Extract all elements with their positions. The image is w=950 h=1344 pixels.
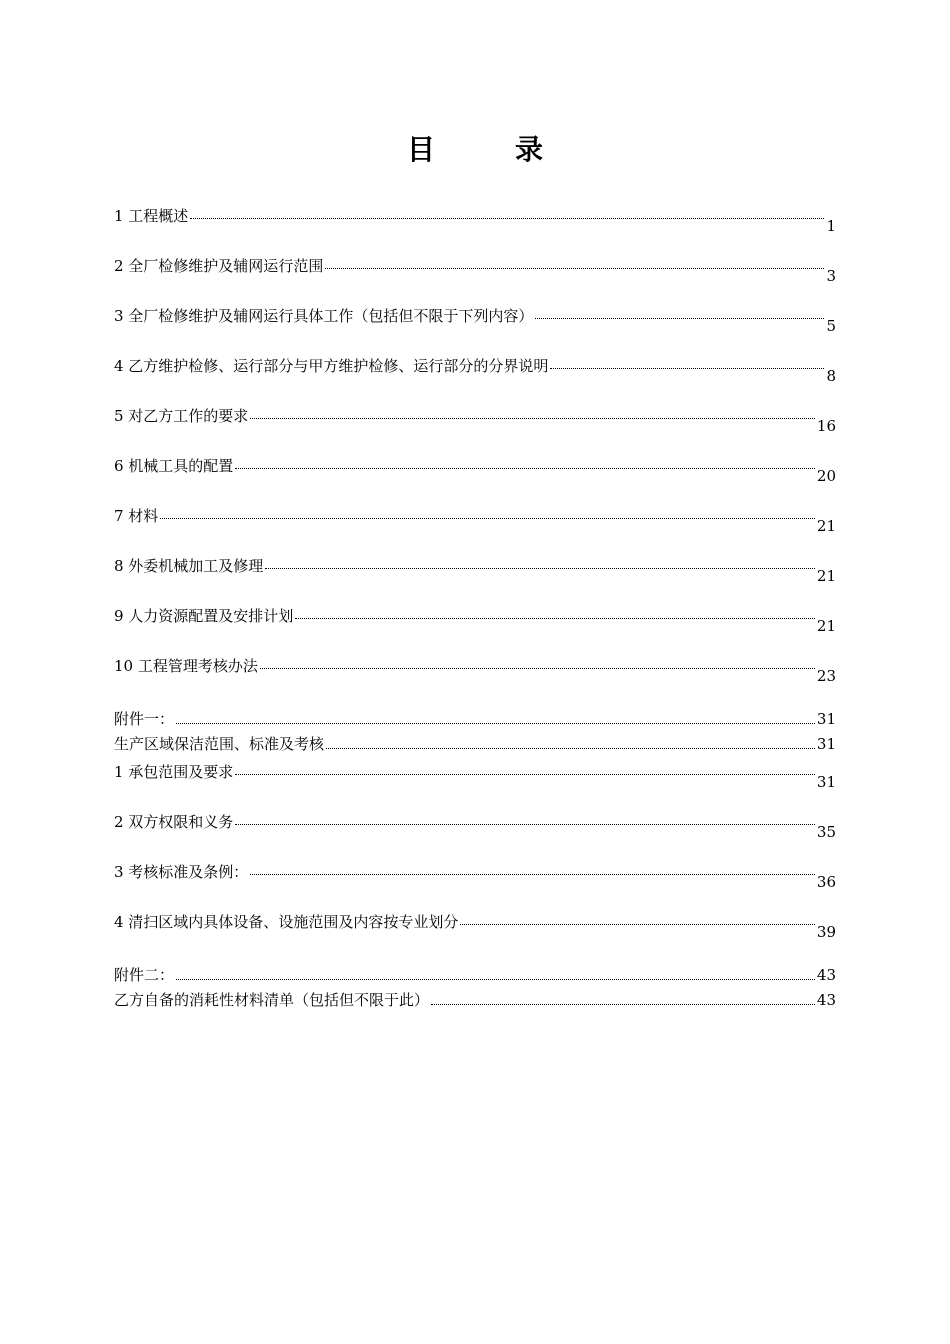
toc-leader-dots (176, 979, 815, 980)
toc-entry[interactable] (114, 204, 836, 254)
toc-leader-dots (460, 924, 815, 925)
toc-entry[interactable] (114, 960, 836, 985)
toc-entry[interactable] (114, 304, 836, 354)
toc-entry-label: 1 工程概述 (114, 207, 189, 225)
toc-leader-dots (431, 1004, 815, 1005)
toc-entry-page: 8 (826, 367, 836, 385)
toc-entry-page: 31 (816, 773, 836, 791)
toc-entry[interactable] (114, 860, 836, 910)
toc-entry-page: 16 (816, 417, 836, 435)
toc-entry[interactable] (114, 254, 836, 304)
toc-leader-dots (190, 218, 824, 219)
toc-leader-dots (295, 618, 815, 619)
toc-entry-page: 23 (816, 667, 836, 685)
toc-entry[interactable] (114, 760, 836, 810)
toc-leader-dots (535, 318, 824, 319)
toc-entry[interactable] (114, 704, 836, 729)
toc-entry-page: 31 (816, 735, 836, 753)
toc-entry-page: 43 (816, 991, 836, 1009)
toc-leader-dots (550, 368, 824, 369)
toc-entry-label: 3 考核标准及条例： (114, 863, 249, 881)
toc-leader-dots (160, 518, 815, 519)
toc-entry-label: 附件二： (114, 966, 175, 984)
toc-entry[interactable] (114, 554, 836, 604)
toc-entry-label: 4 清扫区域内具体设备、设施范围及内容按专业划分 (114, 913, 459, 931)
toc-entry-page: 5 (826, 317, 836, 335)
toc-entry-page: 3 (826, 267, 836, 285)
toc-leader-dots (176, 723, 815, 724)
toc-entry-label: 2 全厂检修维护及辅网运行范围 (114, 257, 324, 275)
toc-entry-label: 2 双方权限和义务 (114, 813, 234, 831)
toc-entry-label: 1 承包范围及要求 (114, 763, 234, 781)
toc-entry[interactable] (114, 729, 836, 754)
toc-entry-label: 4 乙方维护检修、运行部分与甲方维护检修、运行部分的分界说明 (114, 357, 549, 375)
toc-entry-label: 乙方自备的消耗性材料清单（包括但不限于此） (114, 991, 430, 1009)
toc-entry[interactable] (114, 454, 836, 504)
toc-entry-label: 9 人力资源配置及安排计划 (114, 607, 294, 625)
toc-entry-label: 7 材料 (114, 507, 159, 525)
toc-entry-label: 3 全厂检修维护及辅网运行具体工作（包括但不限于下列内容） (114, 307, 534, 325)
toc-leader-dots (260, 668, 815, 669)
toc-entry-page: 21 (816, 567, 836, 585)
toc-entry-label: 5 对乙方工作的要求 (114, 407, 249, 425)
toc-entry-page: 36 (816, 873, 836, 891)
toc-entry-page: 31 (816, 710, 836, 728)
toc-entry-label: 附件一： (114, 710, 175, 728)
toc-entry[interactable] (114, 354, 836, 404)
toc-title: 目 录 (406, 133, 569, 166)
toc-entry-label: 6 机械工具的配置 (114, 457, 234, 475)
toc-entry-page: 20 (816, 467, 836, 485)
toc-entry-page: 1 (826, 217, 836, 235)
toc-entry-page: 43 (816, 966, 836, 984)
toc-entry-page: 39 (816, 923, 836, 941)
toc-entry[interactable] (114, 504, 836, 554)
toc-leader-dots (250, 874, 815, 875)
toc-entry-label: 8 外委机械加工及修理 (114, 557, 264, 575)
toc-leader-dots (326, 748, 815, 749)
toc-entry[interactable] (114, 985, 836, 1010)
toc-leader-dots (235, 468, 815, 469)
toc-entry-page: 35 (816, 823, 836, 841)
toc-entry-page: 21 (816, 617, 836, 635)
toc-entry-label: 生产区域保洁范围、标准及考核 (114, 735, 325, 753)
toc-entry[interactable] (114, 810, 836, 860)
toc-leader-dots (250, 418, 815, 419)
toc-leader-dots (235, 774, 815, 775)
toc-entry[interactable] (114, 604, 836, 654)
toc-leader-dots (265, 568, 815, 569)
toc-leader-dots (235, 824, 815, 825)
toc-entry[interactable] (114, 910, 836, 960)
toc-entry-page: 21 (816, 517, 836, 535)
toc-entry-label: 10 工程管理考核办法 (114, 657, 258, 675)
table-of-contents (114, 204, 836, 1010)
toc-entry[interactable] (114, 404, 836, 454)
toc-entry[interactable] (114, 654, 836, 704)
toc-leader-dots (325, 268, 824, 269)
